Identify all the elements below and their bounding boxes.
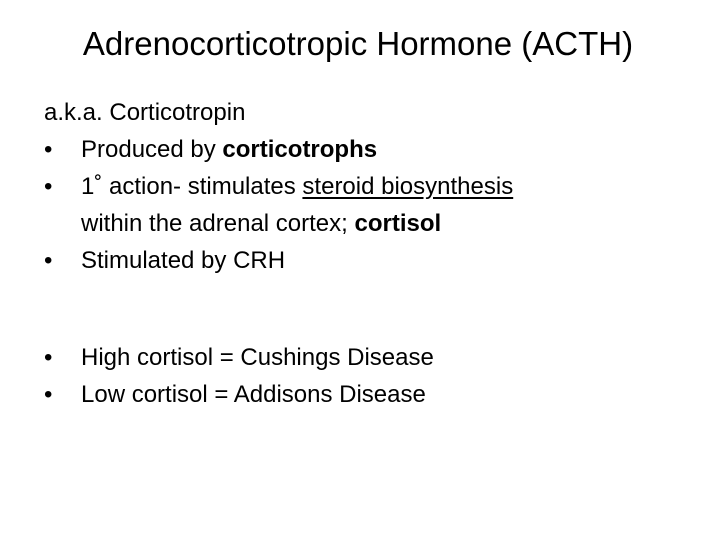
bullet-icon: •: [44, 173, 53, 200]
bullet-icon: •: [44, 247, 53, 274]
bullet-item-action-continuation: [44, 207, 684, 244]
bullet-text: Stimulated by CRH: [81, 247, 286, 274]
slide-body: [44, 96, 684, 415]
bullet-bold-text: cortisol: [354, 210, 442, 237]
bullet-icon: •: [44, 136, 53, 163]
bullet-item-high-cortisol: [44, 341, 684, 378]
bullet-bold-text: corticotrophs: [222, 136, 378, 163]
aka-text: a.k.a. Corticotropin: [44, 99, 246, 126]
aka-line: [44, 96, 684, 133]
bullet-item-stimulated-by: [44, 244, 684, 281]
spacer: [44, 281, 684, 341]
bullet-text: 1˚ action- stimulates: [81, 173, 303, 200]
bullet-text: within the adrenal cortex;: [81, 210, 355, 237]
bullet-text: Low cortisol = Addisons Disease: [81, 381, 426, 408]
bullet-item-action: [44, 170, 684, 207]
bullet-item-produced-by: [44, 133, 684, 170]
bullet-text: Produced by: [81, 136, 223, 163]
slide-title: Adrenocorticotropic Hormone (ACTH): [82, 25, 634, 62]
bullet-icon: •: [44, 344, 53, 371]
bullet-icon: •: [44, 381, 53, 408]
bullet-text: High cortisol = Cushings Disease: [81, 344, 434, 371]
bullet-item-low-cortisol: [44, 378, 684, 415]
bullet-underlined-text: steroid biosynthesis: [302, 173, 514, 200]
